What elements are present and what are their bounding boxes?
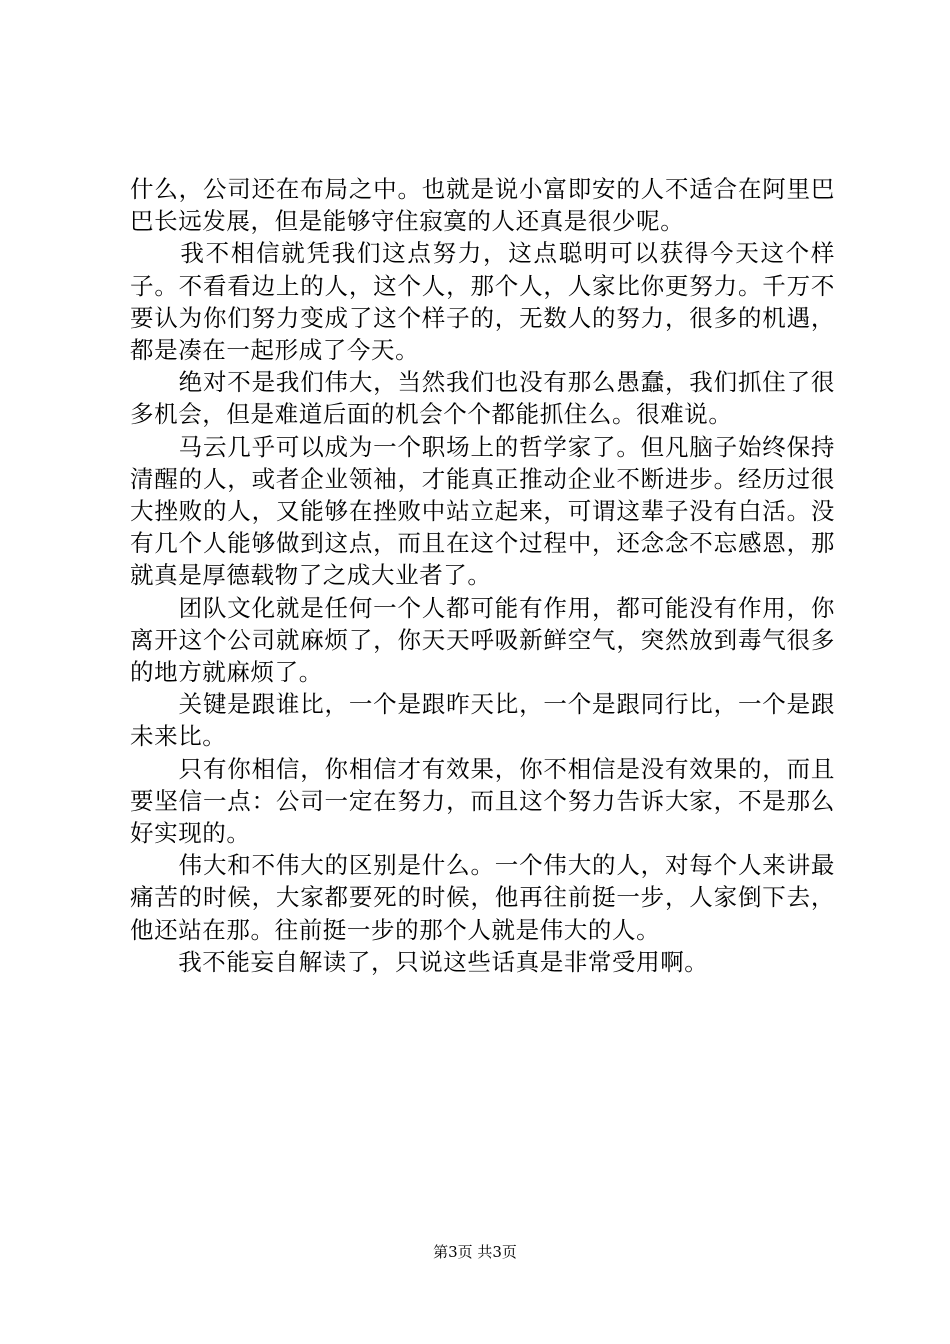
paragraph-8: 伟大和不伟大的区别是什么。一个伟大的人，对每个人来讲最痛苦的时候，大家都要死的时候，他再往前挺一步，人家倒下去，他还站在那。往前挺一步的那个人就是伟大的人。: [130, 851, 835, 944]
paragraph-4: 马云几乎可以成为一个职场上的哲学家了。但凡脑子始终保持清醒的人，或者企业领袖，才能真正推动企业不断进步。经历过很大挫败的人，又能够在挫败中站立起来，可谓这辈子没有白活。没有几个人能够做到这点，而且在这个过程中，还念念不忘感恩，那就真是厚德载物了之成大业者了。: [130, 432, 835, 590]
paragraph-9: 我不能妄自解读了，只说这些话真是非常受用啊。: [130, 947, 709, 976]
paragraph-3: 绝对不是我们伟大，当然我们也没有那么愚蠢，我们抓住了很多机会，但是难道后面的机会个个都能抓住么。很难说。: [130, 368, 835, 429]
page-footer: 第3页 共3页: [433, 1243, 517, 1261]
paragraph-7: 只有你相信，你相信才有效果，你不相信是没有效果的，而且要坚信一点：公司一定在努力，而且这个努力告诉大家，不是那么好实现的。: [130, 754, 835, 848]
paragraph-6: 关键是跟谁比，一个是跟昨天比，一个是跟同行比，一个是跟未来比。: [130, 690, 835, 751]
paragraph-5: 团队文化就是任何一个人都可能有作用，都可能没有作用，你离开这个公司就麻烦了，你天天呼吸新鲜空气，突然放到毒气很多的地方就麻烦了。: [130, 593, 835, 687]
paragraph-1: 什么，公司还在布局之中。也就是说小富即安的人不适合在阿里巴巴长远发展，但是能够守住寂寞的人还真是很少呢。: [130, 175, 835, 236]
body-text: [130, 173, 835, 978]
paragraph-2: 我不相信就凭我们这点努力，这点聪明可以获得今天这个样子。不看看边上的人，这个人，那个人，人家比你更努力。千万不要认为你们努力变成了这个样子的，无数人的努力，很多的机遇，都是凑在一起形成了今天。: [130, 239, 835, 365]
